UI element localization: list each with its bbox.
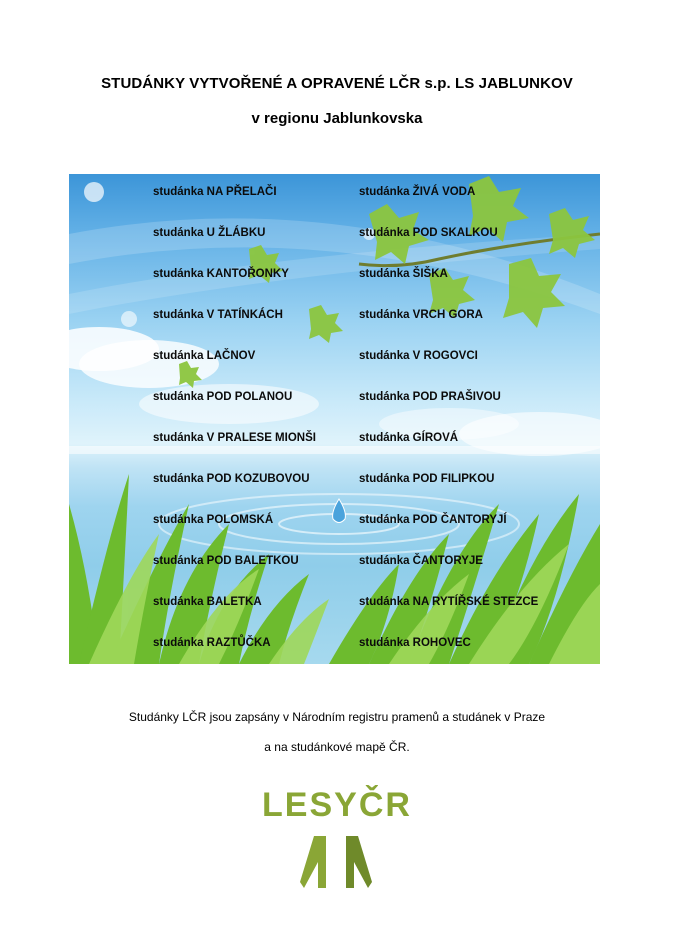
list-item: studánka V ROGOVCI — [359, 350, 478, 362]
list-item: studánka V TATÍNKÁCH — [153, 309, 283, 321]
list-item: studánka POD ČANTORYJÍ — [359, 514, 507, 526]
list-item: studánka POLOMSKÁ — [153, 514, 274, 526]
map-note: a na studánkové mapě ČR. — [264, 740, 410, 754]
spring-list-picture — [69, 174, 600, 664]
list-item: studánka NA PŘELAČI — [153, 186, 277, 198]
page-title: STUDÁNKY VYTVOŘENÉ A OPRAVENÉ LČR s.p. LS JABLUNKOV — [101, 75, 573, 92]
list-item: studánka BALETKA — [153, 596, 262, 608]
lesy-cr-logo-text: LESYČR — [262, 786, 412, 824]
list-item: studánka POD KOZUBOVOU — [153, 473, 310, 485]
page-subtitle: v regionu Jablunkovska — [251, 110, 423, 127]
list-item: studánka ŽIVÁ VODA — [359, 186, 476, 198]
list-item: studánka POD POLANOU — [153, 391, 293, 403]
list-item: studánka NA RYTÍŘSKÉ STEZCE — [359, 596, 539, 608]
list-item: studánka VRCH GORA — [359, 309, 483, 321]
list-item: studánka KANTOŘONKY — [153, 268, 289, 280]
list-item: studánka ČANTORYJE — [359, 555, 483, 567]
list-item: studánka U ŽLÁBKU — [153, 227, 266, 239]
list-item: studánka ŠIŠKA — [359, 268, 448, 280]
list-item: studánka GÍROVÁ — [359, 432, 459, 444]
list-item: studánka POD SKALKOU — [359, 227, 498, 239]
list-item: studánka POD PRAŠIVOU — [359, 391, 501, 403]
list-item: studánka V PRALESE MIONŠI — [153, 432, 316, 444]
registry-note: Studánky LČR jsou zapsány v Národním registru pramenů a studánek v Praze — [128, 710, 546, 724]
nature-background-illustration — [69, 174, 600, 664]
list-item: studánka ROHOVEC — [359, 637, 471, 649]
list-item: studánka POD FILIPKOU — [359, 473, 495, 485]
lesy-cr-logo-icon — [300, 836, 372, 888]
list-item: studánka POD BALETKOU — [153, 555, 299, 567]
list-item: studánka RAZTŮČKA — [153, 637, 271, 649]
list-item: studánka LAČNOV — [153, 350, 256, 362]
